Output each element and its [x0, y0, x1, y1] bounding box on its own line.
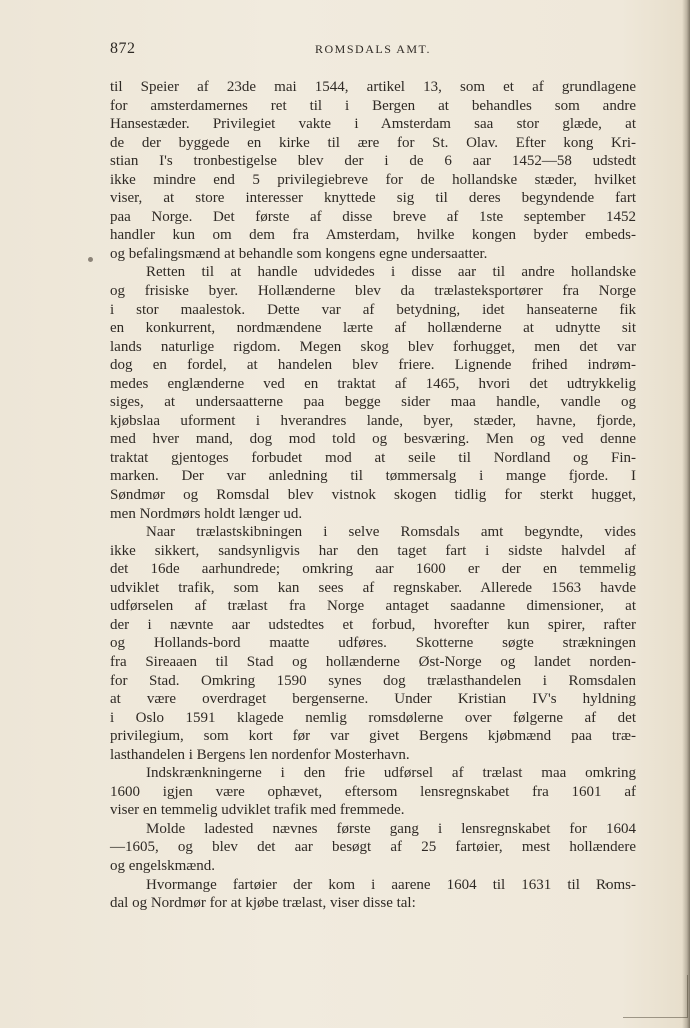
- page-edge-shadow: [682, 0, 690, 1028]
- text-line: og befalingsmænd at behandle som kongens egne undersaatter.: [110, 245, 488, 262]
- text-line: at være overdraget bergenserne. Under Kristian IV's hyldning: [110, 691, 636, 708]
- text-line: udførselen af trælast fra Norge antaget saadanne dimensioner, at: [110, 598, 636, 615]
- page-corner-fold: [623, 975, 688, 1018]
- text-line: privilegium, som kort før var givet Bergens kjøbmænd paa træ-: [110, 728, 636, 745]
- text-line: og frisiske byer. Hollænderne blev da trælasteksportører fra Norge: [110, 283, 636, 300]
- text-line: Hvormange fartøier der kom i aarene 1604 til 1631 til Roms-: [146, 876, 636, 893]
- text-line: det 16de aarhundrede; omkring aar 1600 er der en temmelig: [110, 561, 636, 578]
- text-line: stian I's tronbestigelse blev der i de 6 aar 1452—58 udstedt: [110, 153, 636, 170]
- text-line: handler kun om dem fra Amsterdam, hvilke kongen byder embeds-: [110, 227, 636, 244]
- text-line: i Oslo 1591 klagede nemlig romsdølerne over følgerne af det: [110, 709, 636, 726]
- text-line: paa Norge. Det første af disse breve af 1ste september 1452: [110, 208, 636, 225]
- text-line: med hver mand, dog mod told og besværing. Men og ved denne: [110, 431, 636, 448]
- text-line: og Hollands-bord maatte udføres. Skotterne søgte strækningen: [110, 635, 636, 652]
- text-line: og engelskmænd.: [110, 857, 215, 874]
- text-line: —1605, og blev det aar besøgt af 25 fartøier, mest hollændere: [110, 839, 636, 856]
- text-line: Retten til at handle udvidedes i disse aar til andre hollandske: [146, 264, 636, 281]
- text-line: for amsterdamernes ret til i Bergen at behandles som andre: [110, 97, 636, 114]
- text-line: Naar trælastskibningen i selve Romsdals amt begyndte, vides: [146, 524, 636, 541]
- text-line: i stor maalestok. Dette var af betydning, idet hanseaterne fik: [110, 301, 636, 318]
- text-line: ikke mindre end 5 privilegiebreve for de hollandske stæder, hvilket: [110, 171, 636, 188]
- text-line: medes englænderne ved en traktat af 1465, hvori det udtrykkelig: [110, 375, 636, 392]
- margin-mark: [88, 257, 93, 262]
- body-text: [110, 78, 636, 913]
- text-line: dal og Nordmør for at kjøbe trælast, viser disse tal:: [110, 895, 416, 912]
- text-line: en konkurrent, nordmændene lærte af hollænderne at udnytte sit: [110, 320, 636, 337]
- text-line: dog en fordel, at handelen blev friere. Lignende frihed indrøm-: [110, 357, 636, 374]
- running-head: ROMSDALS AMT.: [315, 42, 431, 56]
- text-line: lasthandelen i Bergens len nordenfor Mosterhavn.: [110, 746, 410, 763]
- text-line: men Nordmørs holdt længer ud.: [110, 505, 303, 522]
- text-line: der i nævnte aar udstedtes et forbud, hvorefter kun spirer, rafter: [110, 616, 636, 633]
- text-line: 1600 igjen være ophævet, eftersom lensregnskabet fra 1601 af: [110, 783, 636, 800]
- page-number: 872: [110, 40, 136, 57]
- text-line: ikke sikkert, sandsynligvis har den taget fart i sidste halvdel af: [110, 542, 636, 559]
- text-line: Hansestæder. Privilegiet vakte i Amsterdam saa stor glæde, at: [110, 116, 636, 133]
- text-line: til Speier af 23de mai 1544, artikel 13, som et af grundlagene: [110, 79, 636, 95]
- text-line: de der byggede en kirke til ære for St. Olav. Efter kong Kri-: [110, 134, 636, 151]
- text-line: Molde ladested nævnes første gang i lensregnskabet for 1604: [146, 820, 636, 837]
- text-line: fra Sireaaen til Stad og hollænderne Øst-Norge og landet norden-: [110, 653, 636, 670]
- text-line: viser en temmelig udviklet trafik med fremmede.: [110, 802, 405, 819]
- text-line: marken. Der var anledning til tømmersalg i mange fjorde. I: [110, 468, 636, 485]
- text-line: siges, at undersaatterne paa begge sider maa handle, vandle og: [110, 394, 636, 411]
- text-line: kjøbslaa uforment i hverandres lande, byer, stæder, havne, fjorde,: [110, 412, 636, 429]
- page-header: [110, 40, 636, 60]
- text-line: Indskrænkningerne i den frie udførsel af trælast maa omkring: [146, 765, 636, 782]
- text-line: Søndmør og Romsdal blev vistnok skogen tidlig for sterkt hugget,: [110, 487, 636, 504]
- text-line: traktat gjentoges forbudet mod at seile til Nordland og Fin-: [110, 449, 636, 466]
- text-line: udviklet trafik, som kan sees af regnskaber. Allerede 1563 havde: [110, 579, 636, 596]
- text-line: for Stad. Omkring 1590 synes dog trælasthandelen i Romsdalen: [110, 672, 636, 689]
- text-line: viser, at store interesser knyttede sig til deres begyndende fart: [110, 190, 636, 207]
- text-line: lands naturlige rigdom. Megen skog blev forhugget, men det var: [110, 338, 636, 355]
